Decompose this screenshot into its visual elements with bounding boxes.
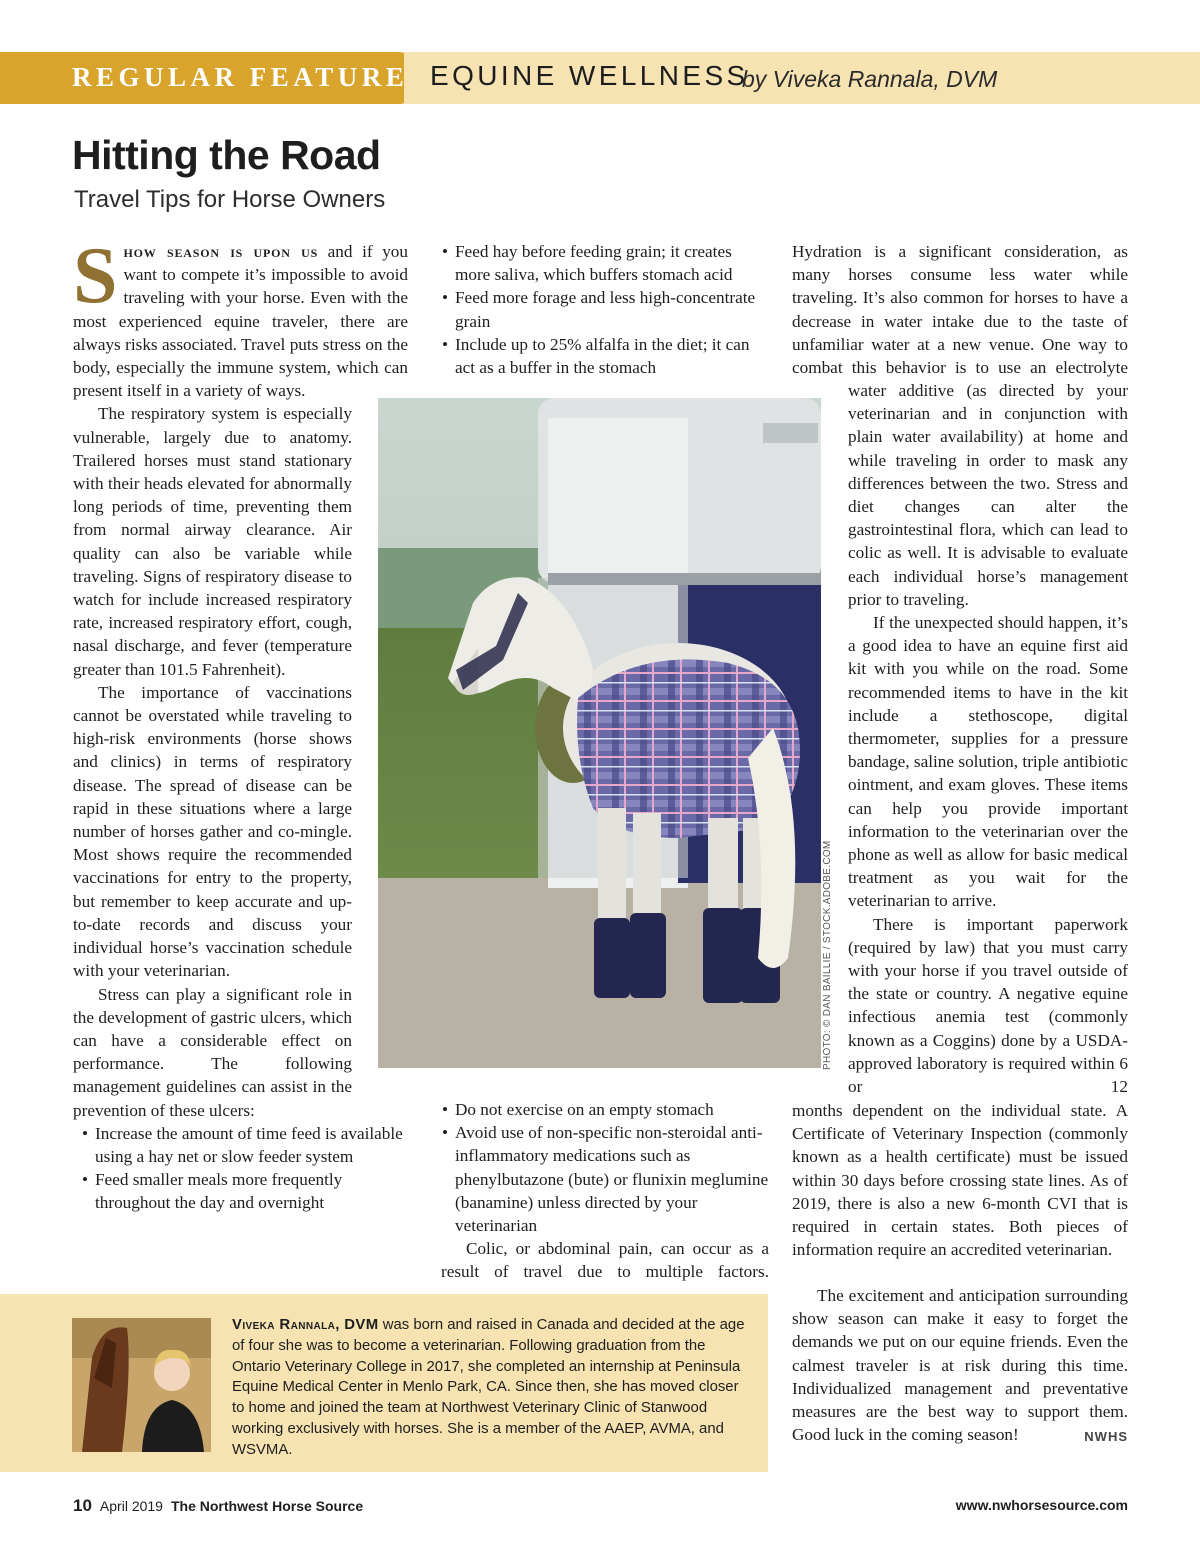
vaccination-paragraph: The importance of vaccinations cannot be overstated while traveling to high-risk environments (horse shows and clinics) in terms of respiratory disease. The spread of disease can be rapid in these situations where a large number of horses gather and co-mingle. Most shows require the recommended vaccinations for entry to the property, but remember to keep accurate and up-to-date records and discuss your individual horse’s vaccination schedule with your veterinarian. [73, 682, 352, 981]
medication-bullet-list [441, 1098, 769, 1237]
list-item: • Include up to 25% alfalfa in the diet; it can act as a buffer in the stomach [455, 333, 769, 379]
paperwork-text: months dependent on the individual state. A Certificate of Veterinary Inspection (commonly known as a health certificate) must be issued within 30 days before crossing state lines. As of 2019, there is also a new 6-month CVI that is required in certain states. Both pieces of information require an accredited veterinarian. [792, 1101, 1128, 1260]
intro-paragraph [73, 232, 408, 402]
list-item: • Do not exercise on an empty stomach [455, 1098, 769, 1121]
column-2-bottom [441, 1098, 769, 1284]
feature-kicker: REGULAR FEATURE [72, 62, 409, 92]
hydration-paragraph-rest: water additive (as directed by your veterinarian and in conjunction with plain water availability) at home and while traveling in order to mask any differences between the two. Stress and diet changes can alter the gastrointestinal flora, which can lead to colic as well. It is advisable to evaluate each individual horse’s management prior to traveling. [848, 381, 1128, 609]
article-title: Hitting the Road [72, 132, 381, 178]
hydration-text: Hydration is a significant consideration, as many horses consume less water while traveling. It’s also common for horses to have a decrease in water intake due to the taste of unfamiliar water at a new venue. One way to combat this behavior is to use an electrolyte [792, 242, 1128, 378]
author-name: Viveka Rannala, DVM [232, 1317, 379, 1333]
feeding-bullet-list [441, 240, 769, 379]
article-subtitle: Travel Tips for Horse Owners [74, 186, 386, 213]
ulcer-bullet-list [73, 1122, 408, 1215]
ulcer-paragraph-start: Stress can play a significant role in the development of gastric ulcers, which can have a considerable effect on performance. The following management guidelines can assist in the prevention of these ulcers: [73, 984, 352, 1120]
first-aid-paragraph: If the unexpected should happen, it’s a good idea to have an equine first aid kit with you while on the road. Some recommended items to have in the kit include a stethoscope, digital thermometer, supplies for a pressure bandage, saline solution, triple antibiotic ointment, and exam gloves. These items can help you provide important information to the veterinarian over the phone as well as allow for basic medical treatment as you wait for the veterinarian to arrive. [848, 613, 1128, 911]
hydration-paragraph-top [792, 240, 1128, 379]
paperwork-paragraph-top: There is important paperwork (required by law) that you must carry with your horse if you travel outside of the state or country. A negative equine infectious anemia test (commonly known as a Coggins) done by a USDA-approved laboratory is required within 6 or 12 [848, 914, 1128, 1097]
website-url[interactable]: www.nwhorsesource.com [955, 1497, 1128, 1513]
author-bio [232, 1315, 752, 1461]
page-number: 10 [73, 1496, 92, 1515]
closing-section [792, 1284, 1128, 1448]
list-item: • Feed smaller meals more frequently throughout the day and overnight [95, 1168, 408, 1214]
signoff: NWHS [1084, 1429, 1128, 1445]
list-item: • Feed hay before feeding grain; it creates more saliva, which buffers stomach acid [455, 240, 769, 286]
list-item: • Feed more forage and less high-concentrate grain [455, 286, 769, 332]
horse-trailer-photo [378, 398, 821, 1068]
author-bio-text: was born and raised in Canada and decided at the age of four she was to become a veterinarian. Following graduation from the Ontario Veterinary College in 2017, she completed an internship at Peninsula Equine Medical Center in Menlo Park, CA. Since then, she has moved closer to home and joined the team at Northwest Veterinary Clinic of Stanwood working exclusively with horses. She is a member of the AAEP, AVMA, and WSVMA. [232, 1317, 745, 1458]
section-title: EQUINE WELLNESS [430, 60, 749, 91]
closing-paragraph [792, 1284, 1128, 1446]
lead-in: how season is upon us [123, 242, 319, 261]
author-photo [72, 1318, 211, 1452]
column-2-top [441, 240, 769, 379]
publication-name: The Northwest Horse Source [170, 1498, 364, 1514]
column-1 [73, 232, 408, 1215]
column-3-wrap [848, 379, 1128, 1098]
footer-info [73, 1496, 363, 1516]
paperwork-paragraph-rest [792, 1099, 1128, 1261]
list-item: • Avoid use of non-specific non-steroidal anti-inflammatory medications such as phenylbutazone (bute) or flunixin meglumine (banamine) unless directed by your veterinarian [455, 1121, 769, 1237]
byline: by Viveka Rannala, DVM [742, 66, 998, 92]
closing-text: The excitement and anticipation surrounding show season can make it easy to forget the demands we put on our equine friends. Even the calmest traveler is at risk during this time. Individualized management and preventative measures are the best way to support them. Good luck in the coming season! [792, 1286, 1128, 1445]
issue-date: April 2019 [99, 1498, 163, 1514]
drop-cap: S [73, 232, 118, 320]
list-item: • Increase the amount of time feed is available using a hay net or slow feeder system [95, 1122, 408, 1168]
photo-credit: PHOTO: © DAN BAILLIE / STOCK.ADOBE.COM [822, 840, 833, 1070]
colic-paragraph: Colic, or abdominal pain, can occur as a result of travel due to multiple factors. [441, 1239, 769, 1282]
intro-text: and if you want to compete it’s impossible to avoid traveling with your horse. Even with the most experienced equine traveler, there are always risks associated. Travel puts stress on the body, especially the immune system, which can present itself in a variety of ways. [73, 242, 408, 401]
respiratory-paragraph: The respiratory system is especially vulnerable, largely due to anatomy. Trailered horses must stand stationary with their heads elevated for abnormally long periods of time, preventing them from normal airway clearance. Air quality can also be variable while traveling. Signs of respiratory disease to watch for include increased respiratory rate, increased respiratory effort, cough, nasal discharge, and fever (temperature greater than 101.5 Fahrenheit). [73, 404, 352, 679]
